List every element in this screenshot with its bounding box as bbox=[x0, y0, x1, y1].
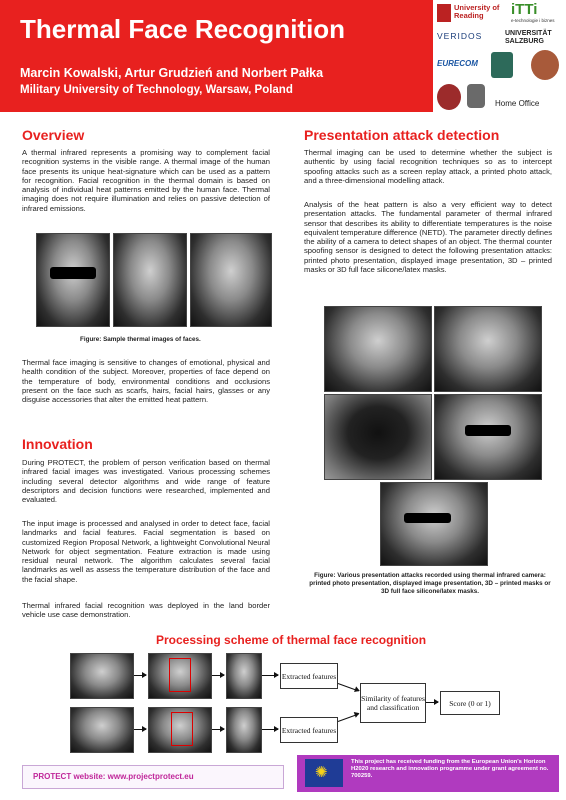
website-link[interactable]: PROTECT website: www.projectprotect.eu bbox=[33, 772, 194, 781]
title-banner bbox=[0, 0, 433, 112]
arrow bbox=[134, 729, 146, 730]
overview-heading: Overview bbox=[22, 127, 85, 143]
arrow bbox=[212, 675, 224, 676]
extracted-features-box-top: Extracted features bbox=[280, 663, 338, 689]
displayed-image-attack-image bbox=[434, 306, 542, 392]
pad-paragraph-2: Analysis of the heat pattern is also a very efficient way to detect presentation attacks. The fundamental parameter of thermal infrared sensor that describes its ability to differentiate temperatures is the noise equivalent temperature difference (NETD). The parameter directly defines the ability of a camera to detect shapes of an object. The thermal counter spoofing sensor is designed to detect the following presentation attacks: printed photo presentation, displayed image presentation, 3D – printed masks or 3D full face silicone/latex masks. bbox=[304, 200, 552, 275]
innovation-heading: Innovation bbox=[22, 436, 93, 452]
arrow bbox=[262, 729, 278, 730]
innovation-paragraph-1: During PROTECT, the problem of person verification based on thermal infrared facial images was investigated. Various processing schemes including several detector algorithms and wide range of feature descriptors and decision functions were researched, implemented and evaluated. bbox=[22, 458, 270, 505]
pad-figure-caption: Figure: Various presentation attacks recorded using thermal infrared camera: printed photo presentation, displayed image presentation, 3D – printed masks or 3D full face silicone/latex masks. bbox=[309, 572, 551, 595]
partner-logos bbox=[433, 0, 566, 112]
cropped-face-top bbox=[226, 653, 262, 699]
pad-paragraph-1: Thermal imaging can be used to determine whether the subject is authentic by using facial recognition techniques so as to intercept spoofing attacks such as a screen replay attack, a printed photo attack, and a three-dimensional modelling attack. bbox=[304, 148, 552, 185]
emblem-logo bbox=[467, 84, 485, 108]
seal-logo bbox=[531, 50, 559, 80]
police-emblem-logo bbox=[437, 84, 461, 110]
arrow bbox=[134, 675, 146, 676]
arrow bbox=[338, 683, 359, 691]
thermal-face-image bbox=[190, 233, 272, 327]
detected-face-bottom bbox=[148, 707, 212, 753]
overview-paragraph-1: A thermal infrared represents a promising way to complement facial recognition systems in the visible range. A thermal image of the human face presents its unique heat-signature which can be used as a pattern for recognition. Facial recognition in the thermal domain is based on analysis of individual heat patterns emitted by the human face. Thermal imaging does not require illumination and relies on passive detection of infrared emissions. bbox=[22, 148, 270, 213]
thermal-face-image bbox=[36, 233, 110, 327]
pad-heading: Presentation attack detection bbox=[304, 127, 500, 143]
input-image-top bbox=[70, 653, 134, 699]
funding-banner bbox=[297, 755, 559, 792]
salzburg-logo: UNIVERSITÄT SALZBURG bbox=[505, 30, 552, 45]
home-office-logo: Home Office bbox=[495, 99, 540, 108]
arrow bbox=[426, 702, 438, 703]
arrow bbox=[338, 714, 359, 722]
authors: Marcin Kowalski, Artur Grudzień and Norbert Pałka bbox=[20, 66, 324, 80]
overview-figure-caption: Figure: Sample thermal images of faces. bbox=[80, 336, 201, 343]
presentation-attack-images bbox=[324, 306, 540, 564]
glasses-attack-image bbox=[434, 394, 542, 480]
extracted-features-box-bottom: Extracted features bbox=[280, 717, 338, 743]
input-image-bottom bbox=[70, 707, 134, 753]
thermal-face-samples bbox=[36, 233, 272, 325]
poster-title: Thermal Face Recognition bbox=[20, 14, 346, 44]
innovation-paragraph-3: Thermal infrared facial recognition was deployed in the land border vehicle use case demonstration. bbox=[22, 601, 270, 620]
processing-diagram bbox=[70, 653, 560, 753]
eu-flag-icon: ✺ bbox=[305, 759, 343, 787]
thermal-face-image bbox=[113, 233, 187, 327]
funding-text: This project has received funding from the European Union's Horizon H2020 research and innovation programme under grant agreement no. 700259. bbox=[351, 759, 549, 780]
detected-face-top bbox=[148, 653, 212, 699]
overview-paragraph-2: Thermal face imaging is sensitive to changes of emotional, physical and health condition of the subject. Moreover, properties of face depend on the temperature of body, environmental conditions and occlusions present on the face such as scarfs, hairs, facial hairs, glasses or any disguise accessories that alter the emitted heat pattern. bbox=[22, 358, 270, 405]
reading-logo: University of Reading bbox=[437, 2, 499, 26]
innovation-paragraph-2: The input image is processed and analysed in order to detect face, facial landmarks and facial features. Facial segmentation is based on customized Region Proposal Network, a lightweight Convolutional Neural Network for object segmentation. Feature extraction is made using residual neural network. The algorithm calculates several facial landmarks as well as assess the temperature distribution of the face and the facial shape. bbox=[22, 519, 270, 584]
processing-heading: Processing scheme of thermal face recognition bbox=[156, 633, 427, 647]
eurecom-logo: EURECOM bbox=[437, 59, 478, 68]
poster-header bbox=[0, 0, 566, 112]
affiliation: Military University of Technology, Warsaw, Poland bbox=[20, 84, 293, 96]
veridos-logo: VERIDOS bbox=[437, 31, 483, 41]
website-banner bbox=[22, 765, 284, 789]
itti-logo: iTTi e-technologie i biznes bbox=[511, 1, 555, 23]
glasses-hand-image bbox=[380, 482, 488, 566]
mask-attack-image bbox=[324, 394, 432, 480]
arrow bbox=[212, 729, 224, 730]
university-crest-logo bbox=[491, 52, 513, 78]
printed-photo-attack-image bbox=[324, 306, 432, 392]
cropped-face-bottom bbox=[226, 707, 262, 753]
similarity-classification-box: Similarity of features and classification bbox=[360, 683, 426, 723]
arrow bbox=[262, 675, 278, 676]
score-box: Score (0 or 1) bbox=[440, 691, 500, 715]
